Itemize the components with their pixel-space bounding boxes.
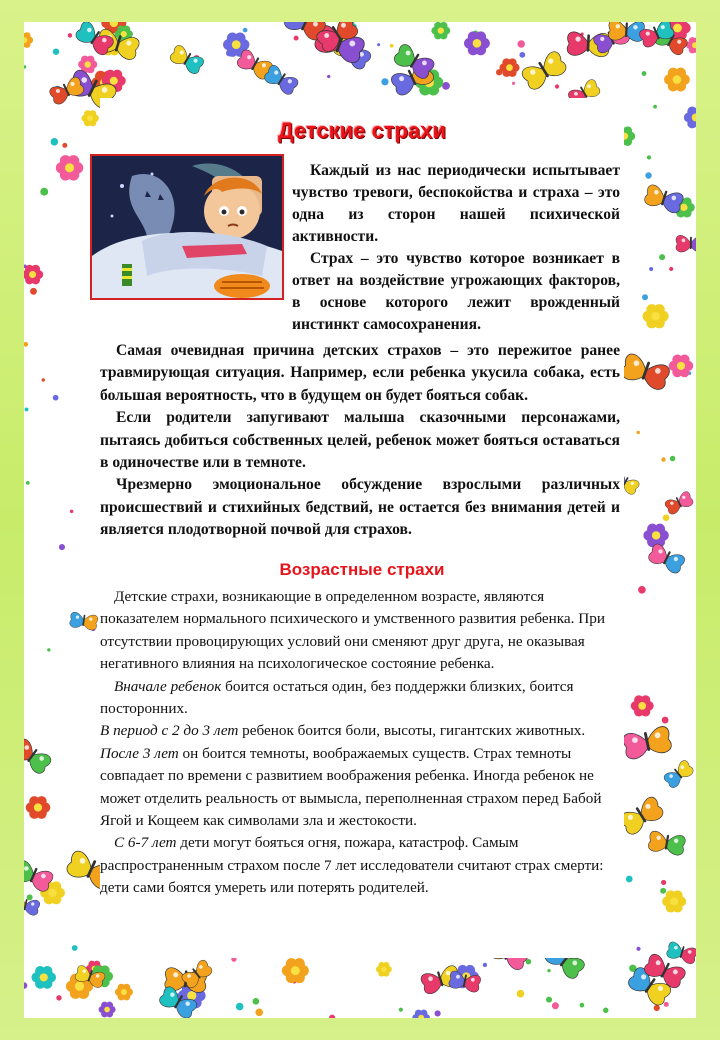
confetti-dot	[435, 1010, 441, 1016]
confetti-dot	[663, 514, 670, 521]
page-title: Детские страхи	[278, 118, 446, 143]
butterfly-icon	[168, 44, 205, 76]
confetti-dot	[72, 945, 78, 951]
paragraph-text: дети могут бояться огня, пожара, катастроф. Самым распространенным страхом после 7 лет исследователи считают страх смерти: дети сами боятся умереть или потерять родителей.	[100, 834, 604, 897]
confetti-dot	[236, 1003, 244, 1011]
confetti-dot	[377, 43, 380, 46]
confetti-dot	[649, 267, 653, 271]
confetti-dot	[68, 33, 73, 38]
confetti-dot	[53, 395, 59, 401]
causes-paragraph-3: Чрезмерно эмоциональное обсуждение взрослыми различных происшествий и стихийных бедствий, не остается без внимания детей и является плодотворной почвой для страхов.	[100, 476, 620, 539]
flower-icon	[56, 155, 84, 180]
intro-paragraph-2: Страх – это чувство которое возникает в ответ на воздействие угрожающих факторов, в основе которого лежит врожденный инстинкт самосохранения.	[292, 250, 620, 333]
butterfly-icon	[620, 352, 672, 391]
butterfly-icon	[647, 830, 686, 856]
confetti-dot	[517, 40, 525, 48]
confetti-dot	[603, 1008, 608, 1013]
paragraph-text: он боится темноты, воображаемых существ. Страх темноты совпадает по времени с развитием воображения ребенка. Иногда ребенок не может отделить реальность от вымысла, переполненная страхом перед Бабой Ягой и Кощеем как символами зла и жестокости.	[100, 744, 602, 830]
causes-section	[100, 340, 620, 542]
confetti-dot	[24, 342, 28, 347]
emphasis-text: В период с 2 до 3 лет	[100, 722, 239, 740]
flower-icon	[499, 58, 519, 77]
flower-icon	[631, 695, 654, 716]
intro-paragraph-1: Каждый из нас периодически испытывает чувство тревоги, беспокойства и страха – это одна из сторон нашей психической активности.	[292, 162, 620, 245]
confetti-dot	[638, 586, 646, 594]
section-heading-age-fears: Возрастные страхи	[279, 560, 445, 579]
confetti-dot	[294, 36, 299, 41]
confetti-dot	[645, 172, 651, 178]
confetti-dot	[56, 995, 61, 1000]
confetti-dot	[53, 48, 59, 54]
confetti-dot	[25, 407, 29, 411]
confetti-dot	[642, 71, 647, 76]
confetti-dot	[390, 44, 394, 48]
confetti-dot	[670, 456, 675, 461]
confetti-dot	[517, 990, 525, 998]
confetti-dot	[626, 876, 633, 883]
age-fears-paragraph-4	[100, 832, 624, 899]
flower-icon	[412, 1010, 430, 1018]
confetti-dot	[647, 155, 651, 159]
confetti-dot	[253, 998, 260, 1005]
confetti-dot	[59, 544, 65, 550]
confetti-dot	[661, 457, 665, 461]
confetti-dot	[555, 84, 559, 88]
confetti-dot	[442, 82, 450, 90]
butterfly-icon	[666, 941, 696, 965]
flower-icon	[31, 966, 56, 989]
confetti-dot	[664, 1002, 669, 1007]
content-area	[100, 98, 624, 958]
frightened-child-illustration	[90, 154, 284, 300]
flower-icon	[24, 265, 43, 285]
emphasis-text: С 6-7 лет	[114, 834, 177, 852]
flower-icon	[115, 984, 133, 1001]
confetti-dot	[42, 378, 45, 381]
flower-icon	[686, 37, 696, 53]
confetti-dot	[642, 294, 648, 300]
confetti-dot	[47, 648, 50, 651]
confetti-dot	[24, 65, 26, 68]
confetti-dot	[654, 1005, 660, 1011]
age-fears-section	[100, 586, 624, 900]
confetti-dot	[580, 1003, 585, 1008]
flower-icon	[662, 890, 686, 912]
flower-icon	[282, 958, 309, 983]
causes-paragraph-2: Если родители запугивают малыша сказочными персонажами, пытаясь добиться собственных целей, ребенок может бояться оставаться в одиночестве или в темноте.	[100, 409, 620, 472]
age-fears-paragraph-2	[100, 676, 624, 721]
butterfly-icon	[647, 542, 686, 575]
butterfly-icon	[69, 612, 98, 631]
flower-icon	[643, 304, 669, 328]
confetti-dot	[381, 78, 388, 85]
butterfly-icon	[643, 184, 684, 215]
butterfly-icon	[622, 725, 673, 760]
confetti-dot	[653, 105, 657, 109]
butterfly-icon	[48, 76, 85, 106]
flower-icon	[24, 32, 33, 48]
paragraph-text: боится остаться один, без поддержки близких, боится посторонних.	[100, 677, 574, 718]
confetti-dot	[51, 138, 58, 145]
flower-icon	[26, 796, 51, 819]
confetti-dot	[329, 1015, 335, 1018]
butterfly-icon	[618, 795, 666, 837]
confetti-dot	[62, 143, 67, 148]
age-fears-paragraph-3	[100, 720, 624, 832]
flower-icon	[664, 68, 690, 92]
confetti-dot	[669, 267, 673, 271]
page-frame	[24, 22, 696, 1018]
confetti-dot	[70, 510, 73, 513]
flower-icon	[376, 962, 392, 977]
confetti-dot	[662, 717, 669, 724]
flower-icon	[81, 110, 98, 126]
flower-icon	[684, 107, 696, 129]
confetti-dot	[27, 894, 33, 900]
confetti-dot	[636, 947, 640, 951]
flower-icon	[99, 1002, 116, 1018]
butterfly-icon	[520, 50, 569, 92]
confetti-dot	[552, 1002, 559, 1009]
confetti-dot	[30, 288, 37, 295]
butterfly-icon	[24, 737, 53, 776]
butterfly-icon	[664, 490, 695, 515]
confetti-dot	[483, 963, 487, 967]
confetti-dot	[546, 997, 552, 1003]
confetti-dot	[255, 1008, 263, 1016]
confetti-dot	[399, 1008, 403, 1012]
confetti-dot	[512, 82, 515, 85]
confetti-dot	[547, 969, 550, 972]
confetti-dot	[659, 254, 665, 260]
confetti-dot	[26, 481, 30, 485]
flower-icon	[643, 524, 668, 547]
emphasis-text: После 3 лет	[100, 744, 179, 762]
confetti-dot	[243, 28, 248, 33]
causes-paragraph-1: Самая очевидная причина детских страхов – это пережитое ранее травмирующая ситуация. Например, если ребенка укусила собака, есть большая вероятность, что в будущем он будет бояться собак.	[100, 342, 620, 404]
emphasis-text: Вначале ребенок	[114, 677, 222, 695]
confetti-dot	[519, 52, 525, 58]
age-fears-paragraph-1: Детские страхи, возникающие в определенном возрасте, являются показателем нормального психического и умственного развития ребенка. При отсутствии провоцирующих условий они сменяют друг друга, не оказывая негативного влияния на психологическое состояние ребенка.	[100, 588, 605, 673]
confetti-dot	[636, 431, 639, 434]
paragraph-text: ребенок боится боли, высоты, гигантских животных.	[238, 722, 586, 740]
flower-icon	[464, 31, 490, 55]
butterfly-icon	[676, 235, 696, 252]
confetti-dot	[24, 982, 27, 989]
confetti-dot	[327, 75, 330, 78]
confetti-dot	[40, 188, 48, 196]
intro-text	[292, 160, 620, 336]
flower-icon	[431, 22, 450, 39]
confetti-dot	[660, 888, 666, 894]
butterfly-icon	[662, 759, 695, 790]
confetti-dot	[661, 880, 666, 885]
